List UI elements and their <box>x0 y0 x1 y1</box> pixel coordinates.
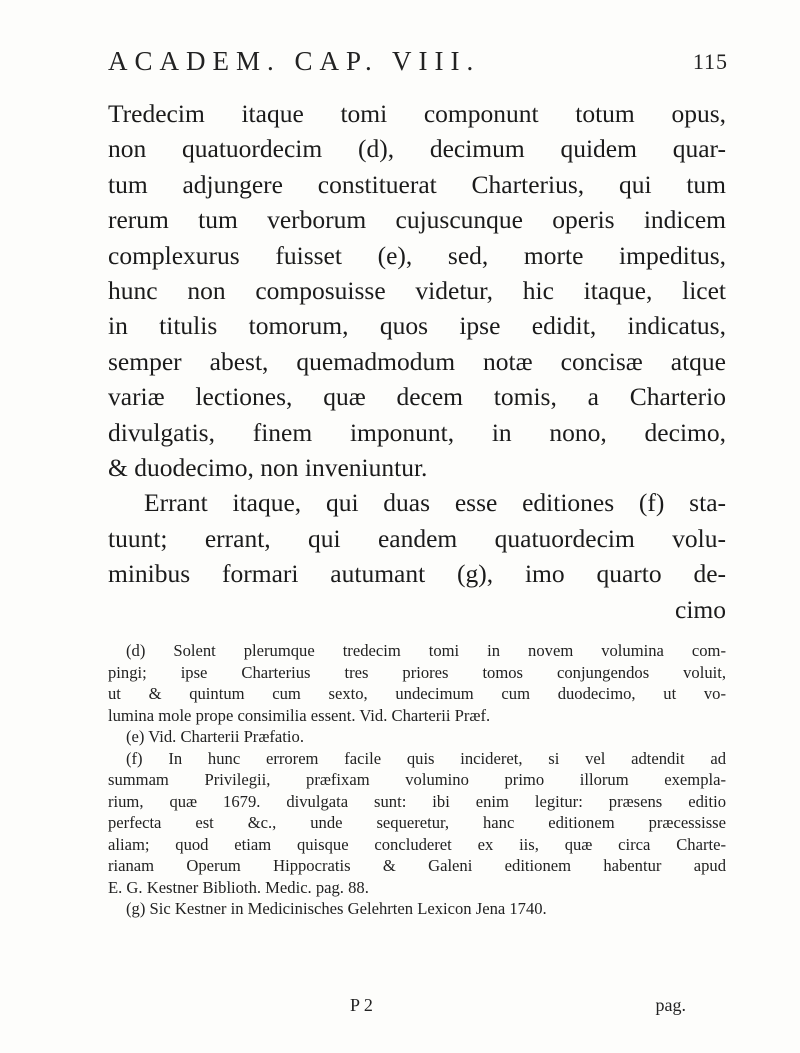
footnotes <box>108 640 726 920</box>
footnote-line: E. G. Kestner Biblioth. Medic. pag. 88. <box>108 877 369 897</box>
footnote-line: summam Privilegii, præfixam volumino primo illorum exempla- <box>108 770 726 789</box>
footnote-line: ut & quintum cum sexto, undecimum cum duodecimo, ut vo- <box>108 684 726 703</box>
page-header <box>108 46 728 82</box>
signature-mark: P 2 <box>350 995 373 1015</box>
text-line: complexurus fuisset (e), sed, morte impeditus, <box>108 240 726 270</box>
text-line: variæ lectiones, quæ decem tomis, a Charterio <box>108 382 726 412</box>
footnote-line: pingi; ipse Charterius tres priores tomos conjungendos voluit, <box>108 662 726 682</box>
text-line: Errant itaque, qui duas esse editiones (f) sta- <box>144 488 726 518</box>
text-line: rerum tum verborum cujuscunque operis indicem <box>108 205 726 235</box>
text-line: tum adjungere constituerat Charterius, qui tum <box>108 169 726 199</box>
footnote-line: aliam; quod etiam quisque concluderet ex iis, quæ circa Charte- <box>108 834 726 854</box>
footnote-line: (e) Vid. Charterii Præfatio. <box>126 727 304 746</box>
footnote-line: rianam Operum Hippocratis & Galeni editionem habentur apud <box>108 856 726 875</box>
footnote-line: (g) Sic Kestner in Medicinisches Gelehrten Lexicon Jena 1740. <box>126 899 547 918</box>
footnote-line: perfecta est &c., unde sequeretur, hanc editionem præcessisse <box>108 813 726 832</box>
footnote-line: rium, quæ 1679. divulgata sunt: ibi enim legitur: præsens editio <box>108 791 726 811</box>
page-number: 115 <box>692 49 728 74</box>
catchword: pag. <box>655 995 686 1015</box>
text-line: divulgatis, finem imponunt, in nono, decimo, <box>108 417 726 447</box>
footnote-line: (d) Solent plerumque tredecim tomi in novem volumina com- <box>126 641 726 660</box>
text-line: hunc non composuisse videtur, hic itaque, licet <box>108 276 726 306</box>
main-text <box>108 96 726 627</box>
text-line: non quatuordecim (d), decimum quidem quar- <box>108 134 726 164</box>
footnote-line: (f) In hunc errorem facile quis incideret, si vel adtendit ad <box>126 748 726 768</box>
text-line: tuunt; errant, qui eandem quatuordecim volu- <box>108 523 726 553</box>
running-title: ACADEM. CAP. VIII. <box>108 46 481 76</box>
text-line: minibus formari autumant (g), imo quarto de- <box>108 559 726 589</box>
text-line: semper abest, quemadmodum notæ concisæ atque <box>108 346 726 376</box>
footnote-line: lumina mole prope consimilia essent. Vid. Charterii Præf. <box>108 705 491 725</box>
text-line: & duodecimo, non inveniuntur. <box>108 453 428 483</box>
catchword-line: cimo <box>675 594 726 624</box>
text-line: in titulis tomorum, quos ipse edidit, indicatus, <box>108 311 726 341</box>
text-line: Tredecim itaque tomi componunt totum opus, <box>108 99 726 128</box>
